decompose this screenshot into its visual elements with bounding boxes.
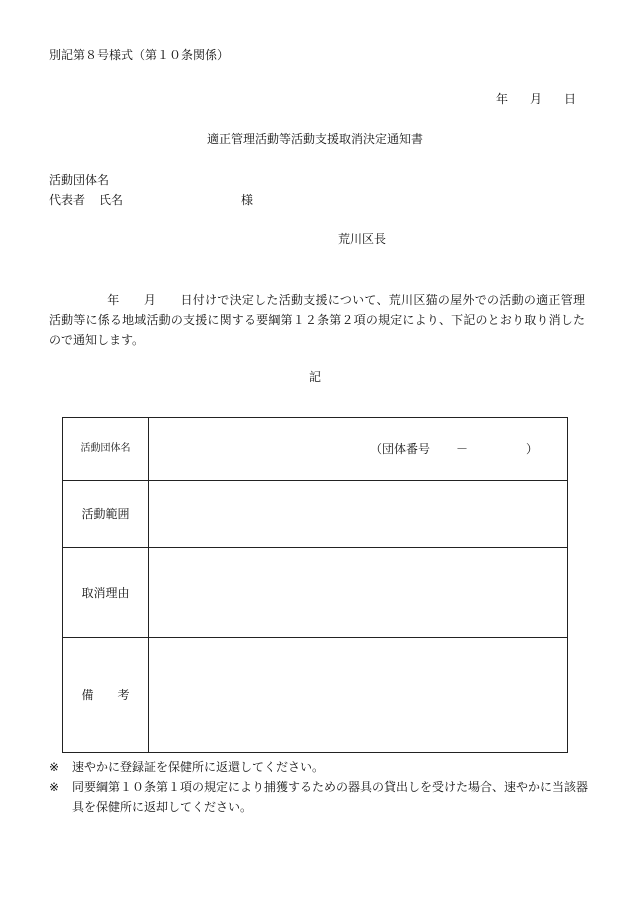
date-day-label: 日 — [563, 92, 576, 106]
body-year-label: 年 — [107, 293, 120, 307]
activity-area-value[interactable] — [149, 481, 568, 548]
note-text: 速やかに登録証を保健所に返還してください。 — [72, 760, 325, 774]
representative-label: 代表者 — [49, 193, 86, 207]
date-month-label: 月 — [529, 92, 542, 106]
table-row — [63, 418, 568, 481]
remarks-label: 備 考 — [63, 638, 149, 753]
document-title: 適正管理活動等活動支援取消決定通知書 — [206, 132, 423, 146]
table-row — [63, 638, 568, 753]
cancel-reason-value[interactable] — [149, 548, 568, 638]
ki-heading: 記 — [308, 370, 321, 384]
table-row — [63, 481, 568, 548]
date-year-label: 年 — [495, 92, 508, 106]
issuer: 荒川区長 — [338, 232, 387, 246]
note-item — [49, 777, 589, 817]
group-number-open: （団体番号 — [370, 442, 431, 456]
org-name-cell-label: 活動団体名 — [63, 418, 149, 481]
notes — [49, 757, 589, 817]
table-row — [63, 548, 568, 638]
group-number — [370, 443, 538, 455]
note-mark: ※ — [49, 760, 60, 774]
date-line — [496, 93, 576, 105]
form-number: 別記第８号様式（第１０条関係） — [49, 48, 230, 62]
org-name-value[interactable] — [149, 418, 568, 481]
honorific: 様 — [241, 193, 254, 207]
representative-line — [49, 194, 253, 206]
org-name-label: 活動団体名 — [49, 173, 110, 187]
note-item — [49, 757, 589, 777]
group-number-close: ） — [526, 442, 539, 456]
body-text: 日付けで決定した活動支援について、荒川区猫の屋外での活動の適正管理活動等に係る地域活動の支援に関する要綱第１２条第２項の規定により、下記のとおり取り消したので通知します。 — [49, 293, 585, 347]
note-mark: ※ — [49, 780, 60, 794]
remarks-value[interactable] — [149, 638, 568, 753]
body-paragraph — [49, 290, 585, 350]
note-text: 同要綱第１０条第１項の規定により捕獲するための器具の貸出しを受けた場合、速やかに当該器具を保健所に返却してください。 — [72, 780, 589, 814]
detail-table — [62, 417, 568, 753]
cancel-reason-label: 取消理由 — [63, 548, 149, 638]
body-month-label: 月 — [143, 293, 157, 307]
group-number-dash: － — [456, 442, 469, 456]
name-label: 氏名 — [99, 193, 124, 207]
activity-area-label: 活動範囲 — [63, 481, 149, 548]
